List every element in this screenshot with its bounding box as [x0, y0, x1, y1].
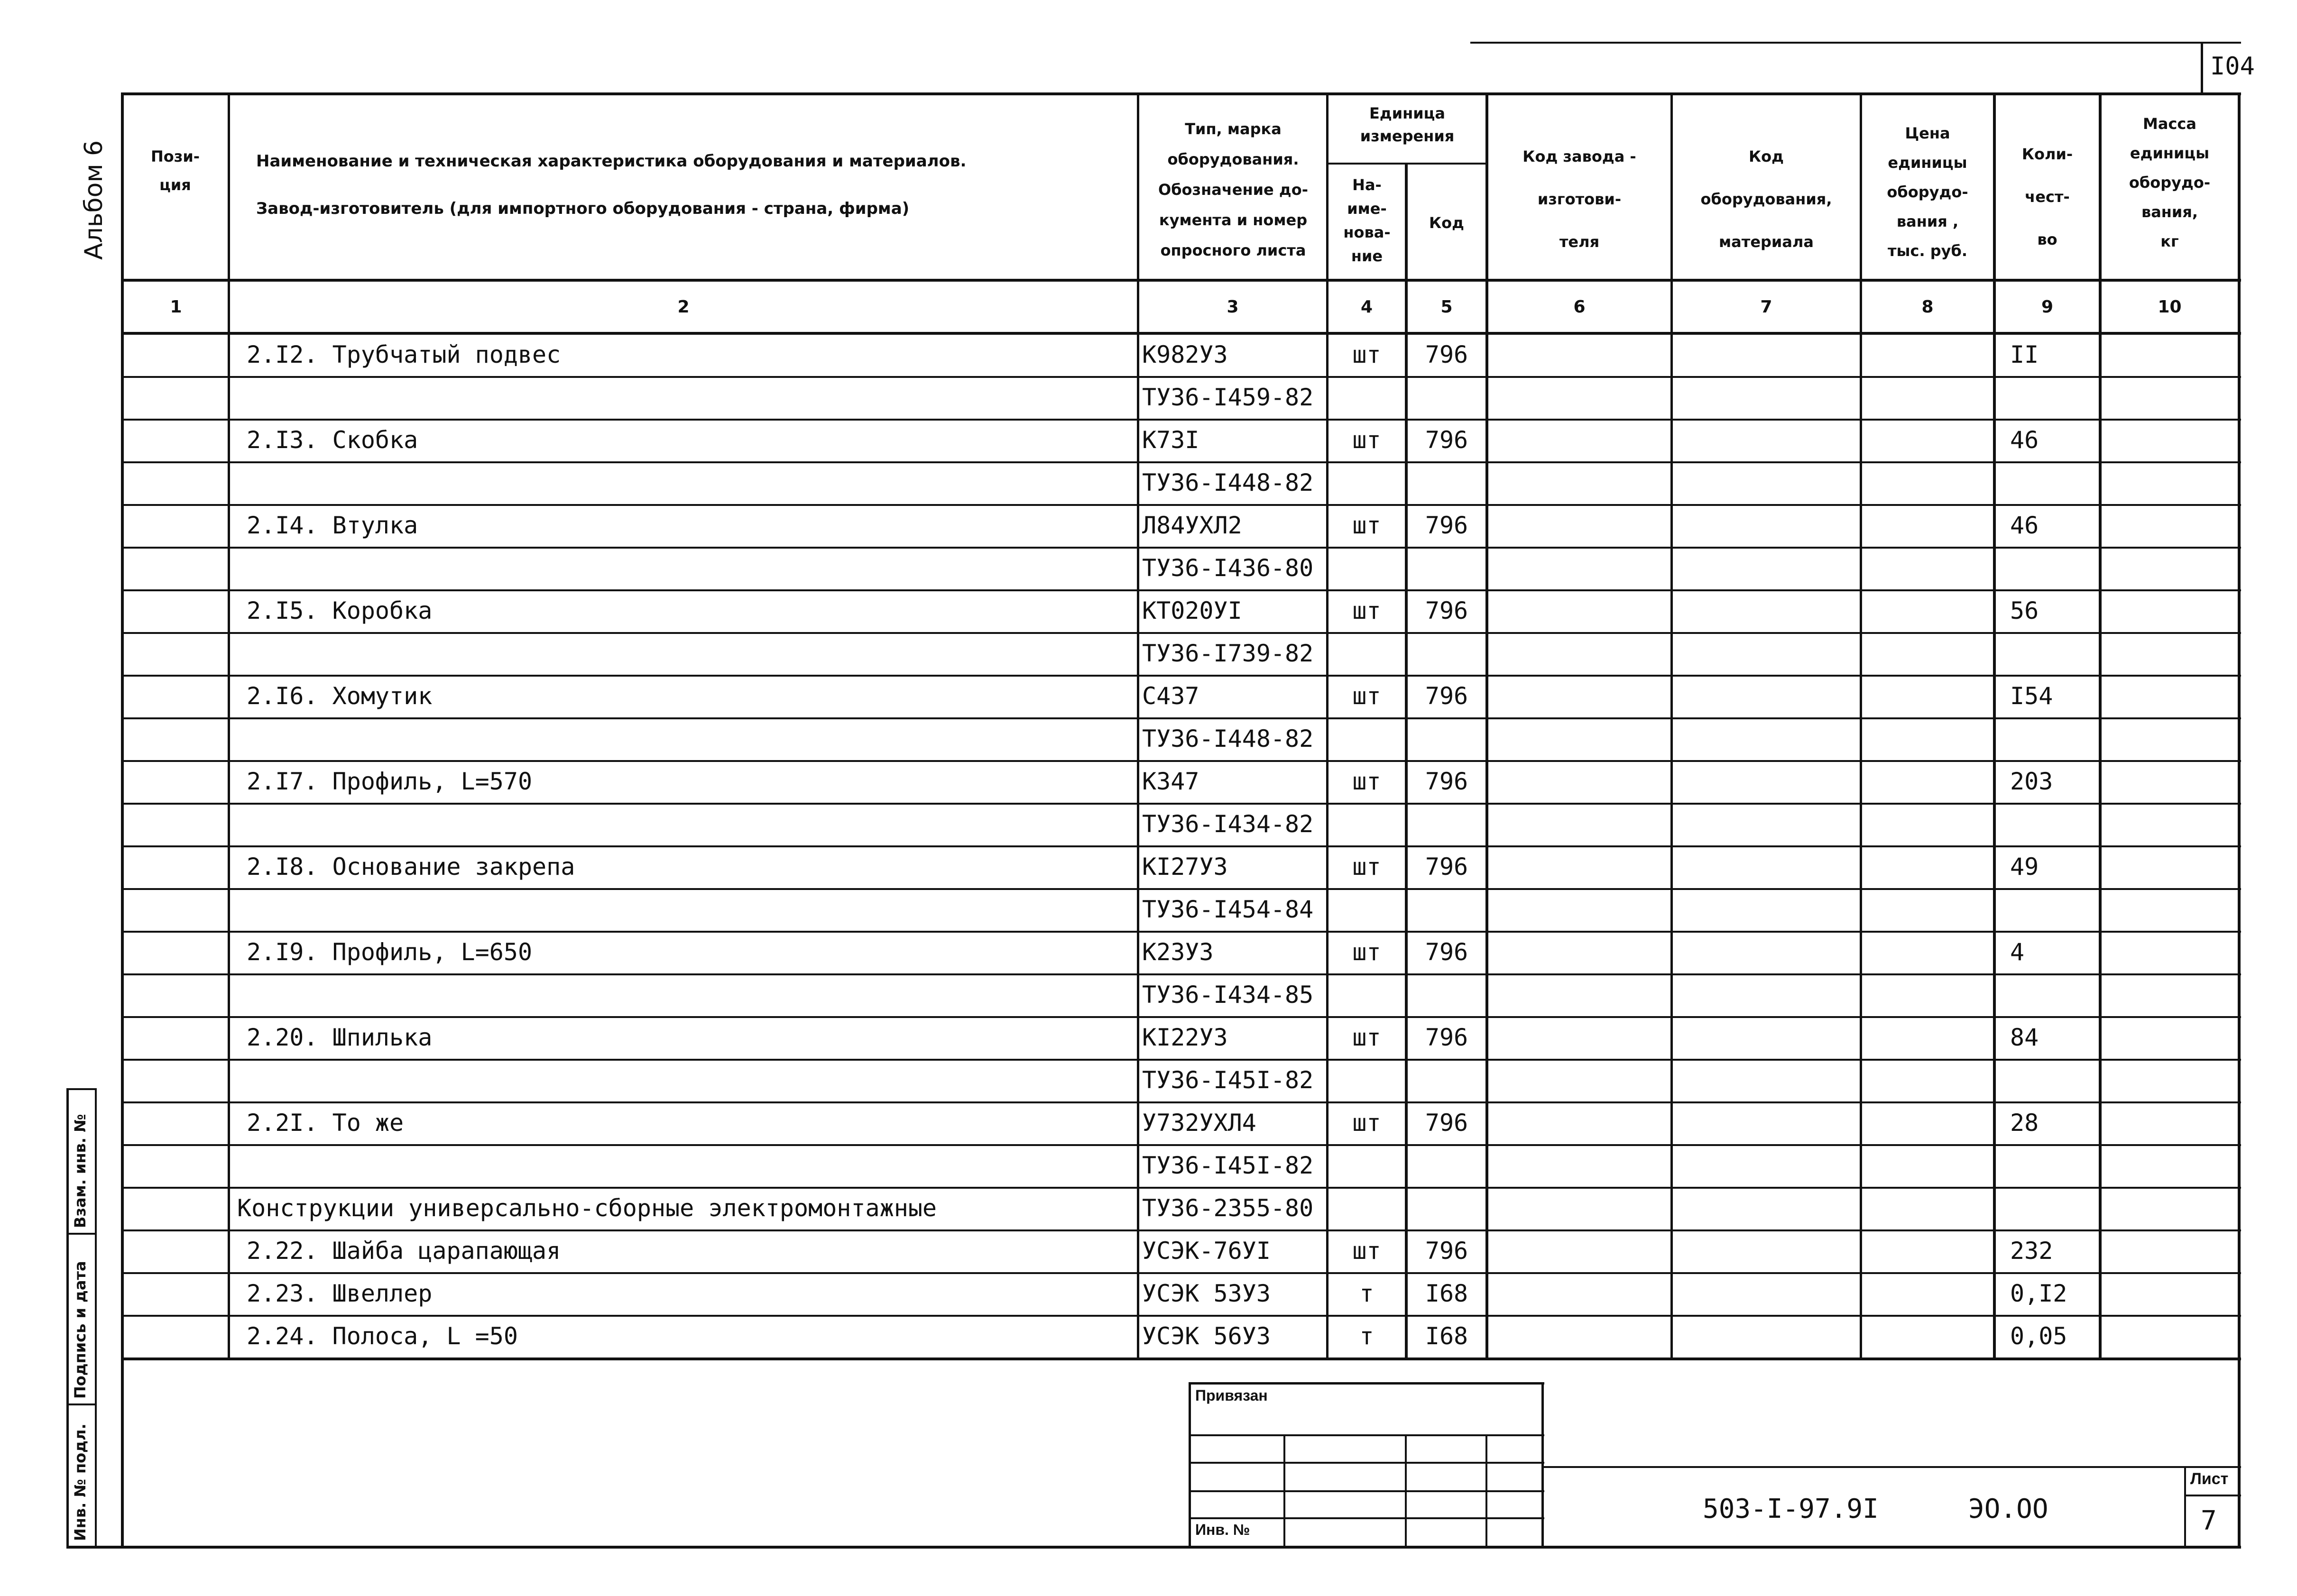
item-type-cell: ТУ36-I448-82	[1142, 469, 1314, 496]
corner-top-line	[1470, 42, 2241, 44]
item-name-cell: 2.20. Шпилька	[247, 1024, 433, 1051]
item-type-cell: КI27У3	[1142, 853, 1228, 881]
sheet-corner-number: I04	[2210, 52, 2255, 81]
item-name-cell: 2.I5. Коробка	[247, 597, 433, 624]
stamp-box-col3	[1485, 1434, 1487, 1548]
item-unit-code-cell: 796	[1425, 938, 1468, 966]
item-unit-code-cell: I68	[1425, 1280, 1468, 1307]
item-type-cell: ТУ36-I45I-82	[1142, 1152, 1314, 1179]
column-number: 3	[1227, 297, 1239, 317]
item-quantity-cell: 46	[2010, 426, 2039, 454]
item-unit-code-cell: 796	[1425, 512, 1468, 539]
header-equipment-code: Код оборудования, материала	[1700, 147, 1832, 251]
col-line-1	[228, 92, 230, 1358]
column-number: 9	[2041, 297, 2054, 317]
item-unit-cell: шт	[1352, 853, 1381, 881]
row-sep	[121, 547, 2241, 549]
row-sep	[121, 888, 2241, 890]
row-sep	[121, 1315, 2241, 1317]
item-quantity-cell: 232	[2010, 1237, 2053, 1265]
item-unit-code-cell: 796	[1425, 1109, 1468, 1137]
col-line-5	[1485, 92, 1488, 1358]
item-name-cell: 2.I6. Хомутик	[247, 682, 433, 710]
item-type-cell: ТУ36-I45I-82	[1142, 1066, 1314, 1094]
stamp-privyazan: Привязан	[1195, 1387, 1268, 1404]
row-sep	[121, 1229, 2241, 1231]
row-sep	[121, 632, 2241, 634]
item-unit-cell: шт	[1352, 512, 1381, 539]
col-line-8	[1993, 92, 1996, 1358]
header-unit-mass: Масса единицы оборудо- вания, кг	[2129, 115, 2211, 250]
item-type-cell: ТУ36-I739-82	[1142, 640, 1314, 667]
side-strip-sep1	[66, 1233, 97, 1235]
item-type-cell: Л84УХЛ2	[1142, 512, 1242, 539]
header-unit-code: Код	[1429, 214, 1464, 232]
item-type-cell: ТУ36-I459-82	[1142, 384, 1314, 411]
item-quantity-cell: 49	[2010, 853, 2039, 881]
stamp-box-col2	[1405, 1434, 1407, 1548]
row-sep	[121, 419, 2241, 421]
sheet-number: 7	[2201, 1505, 2217, 1536]
header-type: Тип, марка оборудования. Обозначение до- кумента и номер опросного листа	[1158, 120, 1308, 259]
table-bottom-line	[121, 1358, 2241, 1360]
column-number: 8	[1921, 297, 1934, 317]
header-unit-group: Единица измерения	[1360, 104, 1455, 145]
header-bottom-line	[121, 279, 2241, 282]
row-sep	[121, 760, 2241, 762]
stamp-box-row4	[1189, 1517, 1544, 1519]
item-quantity-cell: 203	[2010, 768, 2053, 795]
column-number: 7	[1760, 297, 1772, 317]
item-unit-code-cell: 796	[1425, 853, 1468, 881]
item-unit-code-cell: 796	[1425, 682, 1468, 710]
stamp-box-row3	[1189, 1490, 1544, 1492]
item-quantity-cell: II	[2010, 341, 2039, 368]
stamp-box-col1	[1283, 1434, 1285, 1548]
item-unit-code-cell: 796	[1425, 597, 1468, 624]
col-line-2	[1137, 92, 1139, 1358]
column-number: 10	[2158, 297, 2182, 317]
unit-group-line	[1326, 163, 1487, 165]
item-type-cell: УСЭК 56У3	[1142, 1322, 1271, 1350]
side-stamp-signature-date: Подпись и дата	[71, 1261, 89, 1399]
doc-section: ЭО.ОО	[1968, 1494, 2048, 1524]
sheet-label: Лист	[2190, 1470, 2229, 1488]
column-number: 4	[1360, 297, 1373, 317]
item-quantity-cell: 84	[2010, 1024, 2039, 1051]
row-sep	[121, 1016, 2241, 1018]
item-type-cell: УСЭК-76УI	[1142, 1237, 1271, 1265]
item-quantity-cell: I54	[2010, 682, 2053, 710]
item-quantity-cell: 0,05	[2010, 1322, 2067, 1350]
column-number: 1	[170, 297, 182, 317]
item-type-cell: ТУ36-I434-82	[1142, 810, 1314, 838]
row-sep	[121, 717, 2241, 719]
header-position: Пози- ция	[150, 147, 200, 194]
item-type-cell: К73I	[1142, 426, 1199, 454]
item-quantity-cell: 56	[2010, 597, 2039, 624]
item-type-cell: ТУ36-2355-80	[1142, 1194, 1314, 1222]
item-type-cell: У732УХЛ4	[1142, 1109, 1256, 1137]
item-name-cell: Конструкции универсально-сборные электромонтажные	[237, 1194, 937, 1222]
item-unit-cell: шт	[1352, 426, 1381, 454]
item-unit-cell: шт	[1352, 1024, 1381, 1051]
item-unit-cell: шт	[1352, 1109, 1381, 1137]
item-name-cell: 2.24. Полоса, L =50	[247, 1322, 518, 1350]
item-unit-cell: шт	[1352, 768, 1381, 795]
sheet-cell-left	[2184, 1466, 2186, 1548]
item-unit-cell: шт	[1352, 597, 1381, 624]
side-strip-top	[66, 1088, 97, 1090]
row-sep	[121, 461, 2241, 463]
title-block-top	[1544, 1466, 2241, 1468]
stamp-box-row1	[1189, 1434, 1544, 1436]
item-name-cell: 2.I8. Основание закрепа	[247, 853, 575, 881]
row-sep	[121, 504, 2241, 506]
item-unit-cell: шт	[1352, 341, 1381, 368]
side-album-label: Альбом 6	[80, 140, 108, 260]
side-strip-right	[95, 1088, 97, 1548]
item-name-cell: 2.23. Швеллер	[247, 1280, 433, 1307]
side-stamp-vzam-inv: Взам. инв. №	[71, 1114, 89, 1228]
header-quantity: Коли- чест- во	[2021, 145, 2073, 248]
item-type-cell: К23У3	[1142, 938, 1214, 966]
frame-bottom-line	[66, 1546, 2241, 1549]
item-unit-code-cell: 796	[1425, 1024, 1468, 1051]
item-type-cell: КI22У3	[1142, 1024, 1228, 1051]
item-quantity-cell: 4	[2010, 938, 2025, 966]
item-unit-code-cell: 796	[1425, 426, 1468, 454]
corner-divider	[2201, 42, 2203, 95]
item-type-cell: КТ020УI	[1142, 597, 1242, 624]
item-quantity-cell: 0,I2	[2010, 1280, 2067, 1307]
frame-right-line	[2238, 92, 2241, 1548]
item-unit-cell: шт	[1352, 682, 1381, 710]
side-strip-left	[66, 1088, 69, 1548]
item-type-cell: ТУ36-I436-80	[1142, 554, 1314, 582]
doc-code: 503-I-97.9I	[1703, 1494, 1879, 1524]
item-unit-cell: шт	[1352, 938, 1381, 966]
item-name-cell: 2.I7. Профиль, L=570	[247, 768, 533, 795]
col-line-7	[1860, 92, 1862, 1358]
item-quantity-cell: 28	[2010, 1109, 2039, 1137]
frame-top-line	[121, 92, 2241, 95]
column-number: 2	[677, 297, 690, 317]
item-type-cell: С437	[1142, 682, 1199, 710]
row-sep	[121, 675, 2241, 677]
item-name-cell: 2.I9. Профиль, L=650	[247, 938, 533, 966]
item-name-cell: 2.I4. Втулка	[247, 512, 418, 539]
item-unit-code-cell: 796	[1425, 341, 1468, 368]
item-unit-cell: т	[1359, 1322, 1374, 1350]
colnum-bottom-line	[121, 332, 2241, 335]
row-sep	[121, 1144, 2241, 1146]
row-sep	[121, 1101, 2241, 1103]
item-name-cell: 2.I2. Трубчатый подвес	[247, 341, 561, 368]
side-strip-sep2	[66, 1403, 97, 1405]
row-sep	[121, 803, 2241, 805]
item-type-cell: К347	[1142, 768, 1199, 795]
row-sep	[121, 973, 2241, 975]
row-sep	[121, 1187, 2241, 1189]
item-unit-code-cell: 796	[1425, 1237, 1468, 1265]
frame-left-line	[121, 92, 124, 1548]
col-line-3	[1326, 92, 1328, 1358]
item-quantity-cell: 46	[2010, 512, 2039, 539]
col-line-9	[2099, 92, 2102, 1358]
item-type-cell: ТУ36-I454-84	[1142, 896, 1314, 923]
row-sep	[121, 1059, 2241, 1061]
item-unit-code-cell: 796	[1425, 768, 1468, 795]
row-sep	[121, 845, 2241, 847]
header-unit-name: На- име- нова- ние	[1343, 176, 1391, 265]
row-sep	[121, 376, 2241, 378]
item-unit-cell: т	[1359, 1280, 1374, 1307]
item-name-cell: 2.I3. Скобка	[247, 426, 418, 454]
header-name: Наименование и техническая характеристика оборудования и материалов. Завод-изготовитель (для импортного оборудования - страна, фирма)	[256, 152, 967, 218]
stamp-inv-no: Инв. №	[1195, 1521, 1250, 1538]
item-name-cell: 2.22. Шайба царапающая	[247, 1237, 561, 1265]
stamp-box-top	[1189, 1382, 1544, 1385]
item-type-cell: ТУ36-I434-85	[1142, 981, 1314, 1009]
row-sep	[121, 931, 2241, 933]
sheet-cell-sep	[2184, 1495, 2241, 1496]
stamp-box-right	[1541, 1382, 1544, 1548]
column-number: 6	[1573, 297, 1586, 317]
item-name-cell: 2.2I. То же	[247, 1109, 404, 1137]
header-unit-price: Цена единицы оборудо- вания , тыс. руб.	[1887, 124, 1968, 260]
item-type-cell: ТУ36-I448-82	[1142, 725, 1314, 752]
side-stamp-inv-podl: Инв. № подл.	[71, 1423, 89, 1541]
item-type-cell: К982У3	[1142, 341, 1228, 368]
stamp-box-left	[1189, 1382, 1191, 1548]
row-sep	[121, 589, 2241, 591]
column-number: 5	[1440, 297, 1453, 317]
item-type-cell: УСЭК 53У3	[1142, 1280, 1271, 1307]
stamp-box-row2	[1189, 1462, 1544, 1464]
row-sep	[121, 1272, 2241, 1274]
header-factory-code: Код завода - изготови- теля	[1522, 147, 1636, 251]
item-unit-code-cell: I68	[1425, 1322, 1468, 1350]
col-line-6	[1670, 92, 1673, 1358]
item-unit-cell: шт	[1352, 1237, 1381, 1265]
